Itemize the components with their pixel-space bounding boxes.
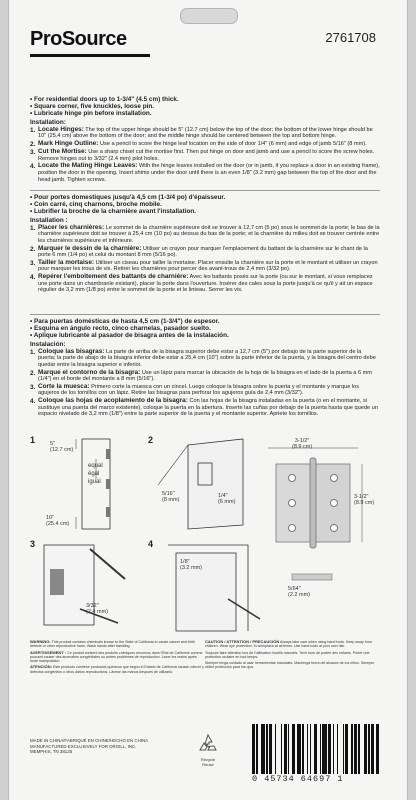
step-body bbox=[38, 127, 380, 140]
step-number: 4. bbox=[30, 273, 36, 281]
installation-step bbox=[30, 274, 380, 294]
step-body bbox=[38, 274, 380, 294]
step-body bbox=[38, 349, 380, 369]
installation-step bbox=[30, 398, 380, 418]
step-body bbox=[38, 398, 380, 418]
step-text: Con las hojas de la bisagra instaladas en la puerta (o en el montante, si sustituye una puerta del marco existente), coloque la puerta en la abertura. Inserte las cuñas por debajo de la puerta hasta que quede un espacio nivelado de 3,2 mm (1/8") entre la parte superior de la puerta y el montante superior. Apriete los tornillos. bbox=[38, 397, 378, 418]
hinge-illustration bbox=[262, 438, 380, 628]
step-body bbox=[38, 149, 380, 162]
dim-gap: 1/8" (3.2 mm) bbox=[180, 559, 202, 571]
warning-paragraph bbox=[30, 640, 205, 649]
feature-bullet: • For residential doors up to 1-3/4" (4.5 cm) thick. bbox=[30, 96, 179, 103]
diagram-number: 1 bbox=[30, 435, 36, 445]
english-instructions bbox=[30, 96, 380, 183]
warning-paragraph bbox=[205, 651, 380, 660]
warning-label: AVERTISSEMENT : bbox=[30, 649, 67, 655]
step-title: Tailler la mortaise: bbox=[38, 258, 94, 266]
step-number: 1. bbox=[30, 348, 36, 356]
installation-step bbox=[30, 370, 380, 383]
step-text: Utiliser un ciseau pour tailler la mortaise. Placer ensuite la charnière sur la porte et le montant et utiliser un crayon pour marquer les trous de vis. Retirer les charnières pour percer des avant-trous de 2,4 mm (3/32 po). bbox=[38, 259, 378, 273]
step-text: Use un lápiz para marcar la ubicación de la hoja de la bisagra en el lado de la puerta a 6 mm (1/4") en el borde del montante a 8 mm (5/16"). bbox=[38, 369, 372, 383]
step-title: Repérer l'emboîtement des battants de charnière: bbox=[38, 272, 189, 280]
made-in: MADE IN CHINA/FABRIQUÉ EN CHINE/HECHO EN CHINA bbox=[30, 738, 149, 743]
step-title: Coloque las hojas de acoplamiento de la bisagra: bbox=[38, 396, 188, 404]
step-text: With the hinge leaves installed on the door (or in jamb, if you replace a door in an existing frame), position the door in the opening. Insert shims under the door until there is an even 1/8" (3.2 mm) gap between the top of the door and the head jamb. Tighten screws. bbox=[38, 163, 380, 183]
diagram-1 bbox=[30, 435, 140, 531]
feature-bullet: • Para puertas domésticas de hasta 4,5 cm (1-3/4") de espesor. bbox=[30, 318, 220, 325]
step-title: Cut the Mortise: bbox=[38, 148, 87, 156]
step-number: 1. bbox=[30, 126, 36, 134]
package-header bbox=[22, 24, 380, 68]
installation-step bbox=[30, 260, 380, 273]
warning-text: Toujours faire attention lors de l'utilisation d'outils manuels. Tenir hors de portée des enfants. Porter une protection oculaire en tout temps. bbox=[205, 650, 370, 659]
warning-label: WARNING: bbox=[30, 639, 51, 644]
installation-heading: Instalación: bbox=[30, 340, 66, 348]
installation-step bbox=[30, 225, 380, 245]
step-number: 1. bbox=[30, 224, 36, 232]
step-text: Utiliser un crayon pour marquer l'emplacement du battant de la charnière sur le chant de la porte 6 mm (1/4 po) et celui du montant 8 mm (5/16 po). bbox=[38, 245, 368, 259]
step-title: Mark Hinge Outline: bbox=[38, 140, 99, 147]
installation-diagrams bbox=[30, 435, 270, 635]
installation-heading: Installation : bbox=[30, 216, 68, 224]
step-number: 3. bbox=[30, 383, 36, 391]
step-title: Placer les charnières: bbox=[38, 223, 105, 231]
diagram-4 bbox=[148, 539, 268, 635]
installation-step bbox=[30, 246, 380, 259]
step-body bbox=[38, 246, 380, 259]
dim-bottom: 10" (25.4 cm) bbox=[46, 515, 70, 527]
step-number: 2. bbox=[30, 245, 36, 253]
warning-label: ATENCIÓN: bbox=[30, 664, 52, 670]
recycle-badge bbox=[190, 732, 226, 767]
warning-text: This product contains chemicals known to the State of California to cause cancer and birth defects or other reproductive harm. Wash hands after handling. bbox=[30, 640, 196, 649]
feature-bullet: • Lubrifier la broche de la charnière avant l'installation. bbox=[30, 208, 197, 216]
installation-step bbox=[30, 149, 380, 162]
feature-bullet: • Square corner, five knuckles, loose pin. bbox=[30, 103, 155, 111]
step-title: Locate Hinges: bbox=[38, 125, 84, 133]
door-hanging-drawing bbox=[148, 539, 268, 635]
step-number: 2. bbox=[30, 369, 36, 377]
hinge-outline-drawing bbox=[148, 435, 268, 531]
manufactured-for: MANUFACTURED EXCLUSIVELY FOR ORGILL, INC. bbox=[30, 743, 137, 749]
upc-digits: 0 45734 64697 1 bbox=[252, 774, 344, 784]
diagram-number: 2 bbox=[148, 435, 154, 445]
installation-step bbox=[30, 349, 380, 369]
recycle-label: Recycle Reuse bbox=[200, 757, 216, 767]
warning-text: Ce produit contient des produits chimiques reconnus dans l'État de Californie comme pouvant causer des anomalies congénitales ou autres problèmes de reproduction. Laver les mains après toute manipulation. bbox=[30, 650, 203, 664]
step-body bbox=[38, 384, 380, 397]
french-instructions bbox=[30, 194, 380, 294]
step-text: Primero corte la muesca con un cincel. Luego coloque la bisagra sobre la puerta y el montante y marque los agujeros de los tornillos con un lápiz. Retire las bisagras para perforar los agujeros guía de 2,4 mm (3/32"). bbox=[38, 383, 360, 397]
barcode-bars bbox=[252, 724, 380, 774]
spanish-instructions bbox=[30, 318, 380, 418]
sku-number: 2761708 bbox=[325, 30, 376, 45]
step-number: 4. bbox=[30, 397, 36, 405]
warning-paragraph bbox=[205, 661, 380, 670]
step-title: Corte la muesca: bbox=[38, 382, 90, 390]
installation-step bbox=[30, 163, 380, 183]
hang-tab bbox=[180, 8, 238, 24]
dim-door: 1/4" (6 mm) bbox=[218, 493, 236, 505]
feature-bullet: • Lubricate hinge pin before installation. bbox=[30, 110, 152, 118]
section-divider bbox=[30, 190, 380, 191]
step-text: The top of the upper hinge should be 5" (12.7 cm) below the top of the door; the bottom of the lower hinge should be 10" (25.4 cm) above the bottom of the door; and the middle hinge should be centered between the top and bottom hinge. bbox=[38, 126, 373, 140]
diagram-3 bbox=[30, 539, 140, 635]
barcode-bar bbox=[379, 724, 380, 774]
diagram-2 bbox=[148, 435, 268, 531]
diagram-number: 3 bbox=[30, 539, 36, 549]
dim-hinge-width: 3-1/2" (8.9 cm) bbox=[292, 438, 313, 450]
warning-text: Always take care when using hand tools. Keep away from children. Wear eye protection. In workplace at all times. Use hand tools at your own risk. bbox=[205, 640, 372, 649]
installation-step bbox=[30, 127, 380, 140]
step-body bbox=[38, 225, 380, 245]
hinge-icon bbox=[262, 438, 380, 628]
brand-underline bbox=[30, 54, 150, 57]
step-number: 3. bbox=[30, 149, 36, 157]
step-number: 3. bbox=[30, 259, 36, 267]
step-body bbox=[38, 260, 380, 273]
dim-jamb: 5/16" (8 mm) bbox=[162, 491, 180, 503]
step-body bbox=[38, 163, 380, 183]
dim-hinge-thickness: 5/64" (2.2 mm) bbox=[288, 586, 310, 598]
warning-paragraph bbox=[205, 640, 380, 649]
installation-heading: Installation: bbox=[30, 118, 66, 126]
step-text: Use a sharp chisel cut the mortise first. Then put hinge on door and jamb and use a pencil to score the screw holes. Remove hinges out to 3/32" (2.4 mm) pilot holes. bbox=[38, 149, 375, 162]
diagram-number: 4 bbox=[148, 539, 154, 549]
origin-info bbox=[30, 738, 148, 755]
warning-caution bbox=[205, 640, 380, 672]
dim-pilot-hole: 3/32" (2.4 mm) bbox=[86, 603, 108, 615]
feature-bullet: • Pour portes domestiques jusqu'à 4,5 cm (1-3/4 po) d'épaisseur. bbox=[30, 194, 226, 201]
step-text: La parte de arriba de la bisagra superior debe estar a 12,7 cm (5") por debajo de la parte superior de la puerta; la parte de abajo de la bisagra inferior debe estar a 25,4 cm (10") sobre la parte inferior de la puerta, y la bisagra del centro debe quedar entre la bisagra superior e inferior. bbox=[38, 348, 376, 368]
step-number: 4. bbox=[30, 163, 36, 171]
dim-top: 5" (12.7 cm) bbox=[50, 441, 74, 453]
step-title: Marque el contorno de la bisagra: bbox=[38, 368, 141, 376]
manufacturer-city: MEMPHIS, TN 38135 bbox=[30, 749, 73, 755]
upc-barcode bbox=[252, 724, 380, 786]
installation-step bbox=[30, 384, 380, 397]
section-divider bbox=[30, 314, 380, 315]
feature-bullet: • Coin carré, cinq charnons, broche mobile. bbox=[30, 201, 162, 209]
brand-logo: ProSource bbox=[30, 28, 127, 50]
warning-prop65 bbox=[30, 640, 205, 676]
step-title: Marquer le dessin de la charnière: bbox=[38, 244, 142, 252]
mortise-chisel-drawing bbox=[30, 539, 140, 635]
step-text: Avec les battants posés sur la porte (ou sur le montant, si vous remplacez une porte dans un chambranle existant), placer la porte dans l'ouverture. Insérer des cales sous la porte jusqu'à ce qu'il y ait un espace régulier de 3,2 mm (1/8 po) entre le sommet de la porte et le linteau. Serrer les vis. bbox=[38, 273, 373, 294]
warning-text: Siempre tenga cuidado al usar herramientas manuales. Mantenga fuera del alcance de los niños. Siempre utilice protección para los ojos. bbox=[205, 661, 375, 670]
label-egal: égal bbox=[88, 471, 100, 477]
step-title: Coloque las bisagras: bbox=[38, 347, 105, 355]
warning-paragraph bbox=[30, 651, 205, 664]
step-body bbox=[38, 141, 380, 148]
installation-step bbox=[30, 141, 380, 148]
step-text: Use a pencil to score the hinge leaf location on the side of door 1/4" (6 mm) and edge of jamb 5/16" (8 mm). bbox=[99, 141, 367, 147]
label-equal: equal bbox=[88, 463, 103, 469]
feature-bullet: • Aplique lubricante al pasador de bisagra antes de la instalación. bbox=[30, 332, 229, 340]
feature-bullet: • Esquina en ángulo recto, cinco charnelas, pasador suelto. bbox=[30, 325, 211, 333]
warning-paragraph bbox=[30, 665, 205, 674]
step-text: Le sommet de la charnière supérieure doit se trouver à 12,7 cm (5 po) sous le sommet de la porte; le bas de la charnière supérieure doit se trouver à 25,4 cm (10 po) au dessus du bas de la porte; et la charnière du milieu doit se trouver centrée entre les charnières supérieure et inférieure. bbox=[38, 224, 380, 244]
warning-text: Este producto contiene productos químicos que según el Estado de California causan cáncer y defectos congénitos u otros daños reproductivos. Lávese las manos después de utilizarlo. bbox=[30, 665, 204, 674]
step-number: 2. bbox=[30, 141, 36, 148]
step-title: Locate the Mating Hinge Leaves: bbox=[38, 162, 138, 170]
step-body bbox=[38, 370, 380, 383]
dim-hinge-height: 3-1/2" (8.9 cm) bbox=[354, 494, 375, 506]
warning-label: CAUTION / ATTENTION / PRECAUCIÓN bbox=[205, 639, 280, 644]
label-igual: igual bbox=[88, 479, 101, 485]
recycle-icon bbox=[196, 732, 220, 756]
